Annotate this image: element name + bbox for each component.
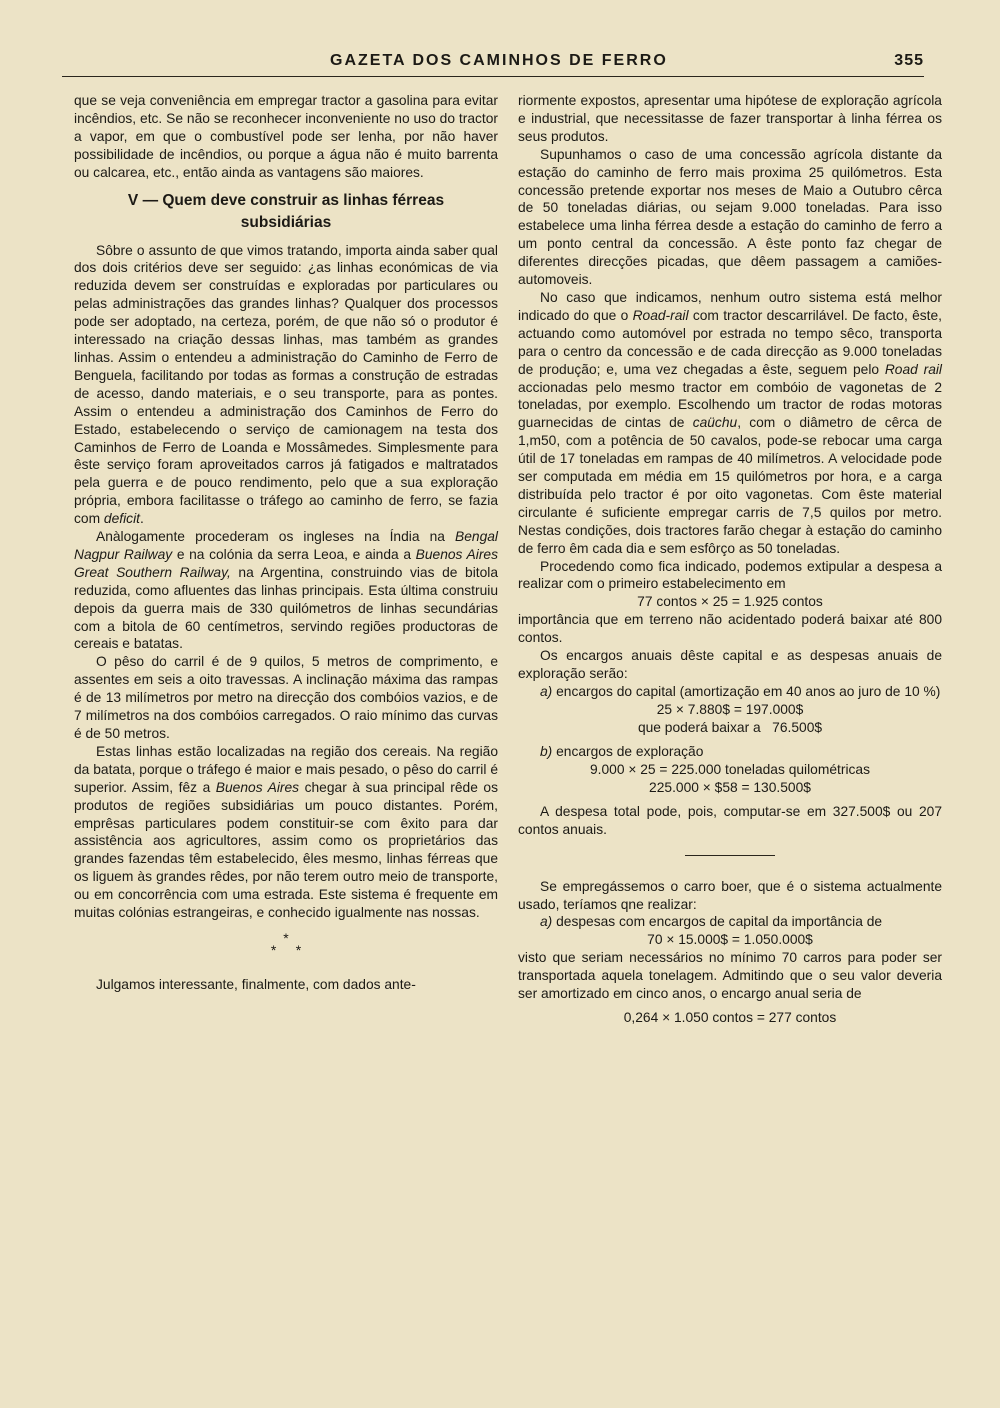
paragraph: importância que em terreno não acidentado poderá baixar até 800 contos.	[518, 612, 942, 646]
paragraph: que se veja conveniência em empregar tractor a gasolina para evitar incêndios, etc. Se não se reconhecer inconveniente no uso do tractor a vapor, em que o combustível pode ser lenha, por não haver possibilidade de incêndios, ou porque a água não é muito barrenta ou calcarea, etc., então ainda as vantagens são maiores.	[74, 93, 498, 180]
italic-term: Road rail	[884, 361, 942, 377]
paragraph: Se empregássemos o carro boer, que é o sistema actualmente usado, teríamos qne realizar:	[518, 878, 942, 912]
paragraph	[74, 528, 498, 653]
asterisk-top: *	[283, 929, 289, 946]
italic-term: caüchu	[692, 415, 738, 431]
text-run: accionadas pelo mesmo tractor em combóio de vagonetas de 2 toneladas, por exemplo. Escolhendo um tractor de rodas motoras guarnecidas de cintas de	[518, 379, 942, 431]
section-heading	[74, 190, 498, 234]
text-run: Sôbre o assunto de que vimos tratando, importa ainda saber qual dos dois critérios deve ser seguido: ¿as linhas económicas de via reduzida devem ser construídas e exploradas por particulares ou pelas administrações das grandes linhas? Qualquer dos processos pode ser adoptado, na certeza, porém, de que não só o produtor é interessado na criação dessas linhas, mas também as grandes linhas. Assim o entendeu a administração do Caminho de Ferro de Benguela, facilitando por todas as formas a construção de estradas de acesso, dando materiais, e o seu transporte, para as pontes. Assim o entendeu a administração dos Caminhos de Ferro do Estado, estabelecendo o serviço de camionagem na testa dos Caminhos de Ferro de Loanda e Mossâmedes. Simplesmente para êste serviço foram aproveitados carros já fatigados e maltratados pela guerra e de pouco rendimento, pelo que a sua exploração própria, embora facilitasse o tráfego ao caminho de ferro, se fazia com	[74, 242, 498, 527]
paragraph	[518, 913, 942, 931]
separator-rule	[685, 855, 775, 856]
page-number: 355	[894, 52, 924, 69]
text-run: , com o diâmetro de cêrca de 1,m50, com a potência de 50 cavalos, pode-se rebocar uma carga útil de 17 toneladas em rampas de 40 milímetros. A velocidade pode ser computada em média em 15 quilómetros por hora, e a carga distribuída pelo tractor é por oito vagonetas. Com êste material circulante é suficiente empregar carris de 7,5 quilos por metro. Nestas condições, dois tractores farão chegar à estação do caminho de ferro êm cada dia e sem esfôrço as 50 toneladas.	[518, 415, 943, 556]
paragraph: visto que seriam necessários no mínimo 70 carros para poder ser transportada aquela tonelagem. Admitindo que o seu valor deveria ser amortizado em cinco anos, o encargo anual seria de	[518, 950, 942, 1002]
left-column	[74, 92, 498, 994]
text-run: Estas linhas estão localizadas na região dos cereais. Na região da batata, porque o tráfego é maior e mais pesado, o pêso do carril é superior. Assim, fêz a	[74, 743, 498, 795]
italic-term: Buenos Aires Great Southern Railway,	[74, 546, 498, 580]
section-separator-asterisks	[74, 929, 498, 958]
paragraph: Supunhamos o caso de uma concessão agrícola distante da estação do caminho de ferro mais proxima 25 quilómetros. Esta concessão pretende exportar nos meses de Maio a Outubro cêrca de 50 toneladas diárias, ou sejam 9.000 toneladas. Para isso estabelece uma linha férrea desde a estação do caminho de ferro a um ponto central da concessão. A êste ponto faz chegar de diferentes direcções picadas, que dêem passagem a camiões-automoveis.	[518, 146, 942, 288]
right-column	[518, 92, 942, 1027]
paragraph: A despesa total pode, pois, computar-se em 327.500$ ou 207 contos anuais.	[518, 803, 942, 837]
page-header	[62, 50, 924, 77]
paragraph: riormente expostos, apresentar uma hipótese de exploração agrícola e industrial, que necessitasse de fazer transportar à linha férrea os seus produtos.	[518, 93, 942, 144]
text-run: chegar à sua principal rêde os produtos de regiões subsidiárias um pouco distantes. Porém, emprêsas particulares podem constituir-se com êxito para dar assistência aos agricultores, assim como os proprietários das grandes fazendas têm estabelecido, êles mesmo, linhas férreas que os liguem às grandes rêdes, por não terem outro meio de transporte, ou em concorrência com uma estrada. Este sistema é frequente em muitas colónias estrangeiras, e conhecido igualmente nas nossas.	[74, 779, 498, 921]
text-run: na Argentina, construindo vias de bitola reduzida, como afluentes das linhas principais. Esta última construiu depois da guerra mais de 330 quilómetros de linhas secundárias com a bitola de 60 centímetros, servindo regiões productoras de cereais e batatas.	[74, 564, 498, 652]
text-run: encargos de exploração	[556, 743, 704, 759]
italic-term: deficit	[103, 511, 140, 527]
asterisk-bottom: * *	[270, 941, 302, 958]
italic-term: Road-rail	[632, 307, 689, 323]
text-run: e na colónia da serra Leoa, e ainda a	[176, 546, 411, 562]
text-run: Anàlogamente procederam os ingleses na Índia na	[96, 529, 445, 545]
paragraph	[518, 289, 942, 558]
italic-term: Bengal Nagpur Railway	[74, 529, 498, 562]
formula: 225.000 × $58 = 130.500$	[649, 779, 811, 795]
paragraph: Sôbre o assunto de que vimos tratando, importa ainda saber qual dos dois critérios deve ser seguido: ¿as linhas económicas de via reduzida devem ser construídas e exploradas por particulares ou pelas administrações das grandes linhas? Qualquer dos processos pode ser adoptado, na certeza, porém, de que não só o produtor é interessado na criação dessas linhas, mas também as grandes linhas. Assim o entendeu a administração do Caminho de Ferro de Benguela, facilitando por todas as formas a construção de estradas de acesso, dando materiais, e o seu transporte, para as pontes. Assim o entendeu a administração dos Caminhos de Ferro do Estado, estabelecendo o serviço de camionagem na testa dos Caminhos de Ferro de Loanda e Mossâmedes. Simplesmente para êste serviço foram aproveitados carros já fatigados e maltratados pela guerra e de pouco rendimento, pelo que a sua exploração própria, embora facilitasse o tráfego ao caminho de ferro, se fazia com deficit.	[74, 242, 498, 527]
formula: 77 contos × 25 = 1.925 contos	[637, 594, 823, 610]
section-heading-line: V — Quem deve construir as linhas férreas	[127, 191, 445, 209]
formula: 70 × 15.000$ = 1.050.000$	[647, 932, 813, 948]
section-heading-line: subsidiárias	[240, 213, 332, 231]
paragraph: Os encargos anuais dêste capital e as despesas anuais de exploração serão:	[518, 648, 942, 682]
paragraph: Procedendo como fica indicado, podemos extipular a despesa a realizar com o primeiro estabelecimento em	[518, 558, 942, 592]
item-label: a)	[540, 684, 553, 699]
item-label: a)	[540, 914, 553, 930]
text-run: encargos do capital (amortização em 40 anos ao juro de 10 %)	[556, 684, 941, 699]
paragraph	[518, 683, 942, 701]
item-label: b)	[540, 743, 553, 759]
text-run: despesas com encargos de capital da importância de	[556, 914, 883, 930]
formula: que poderá baixar a 76.500$	[637, 719, 823, 735]
paragraph: Julgamos interessante, finalmente, com dados ante-	[96, 976, 416, 992]
publication-title: GAZETA DOS CAMINHOS DE FERRO	[330, 52, 668, 69]
text-run: No caso que indicamos, nenhum outro sistema está melhor indicado do que o	[518, 289, 942, 323]
formula: 25 × 7.880$ = 197.000$	[656, 701, 804, 717]
paragraph	[74, 743, 498, 922]
italic-term: Buenos Aires	[215, 779, 300, 795]
paragraph: O pêso do carril é de 9 quilos, 5 metros de comprimento, e assentes em seis a oito travessas. A inclinação máxima das rampas é de 13 milímetros por metro na direcção dos combóios vazios, e de 7 milímetros na dos combóios carregados. O raio mínimo das curvas é de 50 metros.	[74, 654, 498, 741]
formula: 0,264 × 1.050 contos = 277 contos	[623, 1010, 837, 1026]
text-run: com tractor descarrilável. De facto, êste, actuando como automóvel por estrada no tempo sêco, transporta para o centro da concessão e de cada direcção as 9.000 toneladas de produção; e, uma vez chegadas a êste, seguem pelo	[518, 307, 943, 377]
paragraph	[518, 743, 942, 761]
formula: 9.000 × 25 = 225.000 toneladas quilométricas	[590, 761, 870, 777]
